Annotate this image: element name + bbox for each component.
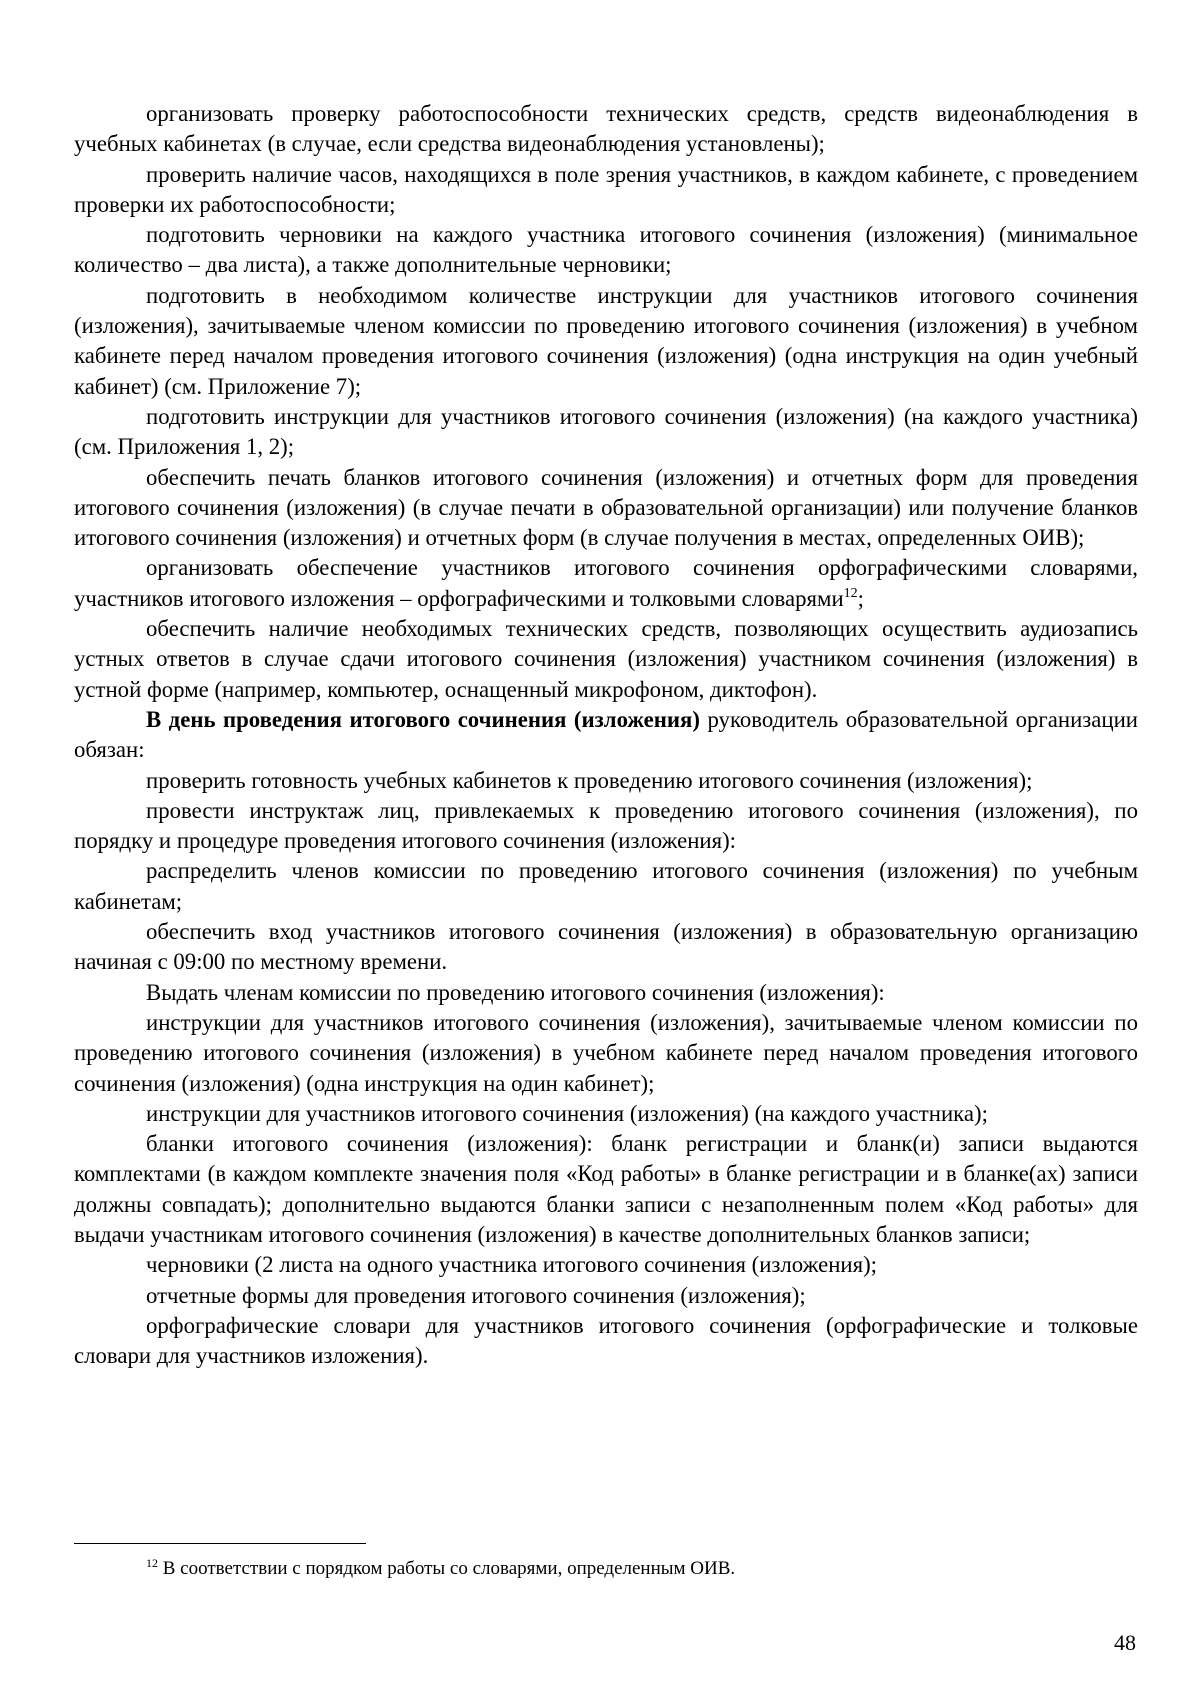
footnote-reference: 12 <box>843 585 858 601</box>
bold-lead-text: В день проведения итогового сочинения (изложения) <box>146 706 700 732</box>
paragraph-10: проверить готовность учебных кабинетов к проведению итогового сочинения (изложения); <box>146 767 1033 793</box>
paragraph-19: отчетные формы для проведения итогового сочинения (изложения); <box>146 1282 806 1308</box>
paragraph-7 <box>74 553 1138 614</box>
page-number: 48 <box>1114 1630 1136 1655</box>
document-body <box>74 99 1138 1371</box>
paragraph-17: бланки итогового сочинения (изложения): бланк регистрации и бланк(и) записи выдаются комплектами (в каждом комплекте значения поля «Код работы» в бланке регистрации и в бланке(ах) записи должны совпадать); дополнительно выдаются бланки записи с незаполненным полем «Код работы» для выдачи участникам итогового сочинения (изложения) в качестве дополнительных бланков записи; <box>74 1131 1138 1247</box>
paragraph-7-text: организовать обеспечение участников итогового сочинения орфографическими словарями, участников итогового изложения – орфографическими и толковыми словарями <box>74 555 1138 611</box>
paragraph-14: Выдать членам комиссии по проведению итогового сочинения (изложения): <box>146 979 885 1005</box>
paragraph-5: подготовить инструкции для участников итогового сочинения (изложения) (на каждого участника) (см. Приложения 1, 2); <box>74 403 1138 460</box>
paragraph-16: инструкции для участников итогового сочинения (изложения) (на каждого участника); <box>146 1100 988 1126</box>
footnote-separator <box>74 1543 366 1544</box>
paragraph-15: инструкции для участников итогового сочинения (изложения), зачитываемые членом комиссии по проведению итогового сочинения (изложения) в учебном кабинете перед началом проведения итогового сочинения (изложения) (одна инструкция на один кабинет); <box>74 1009 1138 1096</box>
footnote <box>146 1557 735 1581</box>
paragraph-8: обеспечить наличие необходимых технических средств, позволяющих осуществить аудиозапись устных ответов в случае сдачи итогового сочинения (изложения) участником сочинения (изложения) в устной форме (например, компьютер, оснащенный микрофоном, диктофон). <box>74 616 1138 702</box>
lead-continuation-text: образовательной организации обязан: <box>74 706 1139 763</box>
paragraph-2: проверить наличие часов, находящихся в поле зрения участников, в каждом кабинете, с проведением проверки их работоспособности; <box>74 161 1138 217</box>
section-lead-paragraph <box>74 705 1138 766</box>
footnote-marker: 12 <box>146 1556 158 1570</box>
paragraph-3: подготовить черновики на каждого участника итогового сочинения (изложения) (минимальное количество – два листа), а также дополнительные черновики; <box>74 222 1138 278</box>
paragraph-18: черновики (2 листа на одного участника итогового сочинения (изложения); <box>146 1252 878 1278</box>
paragraph-7-end: ; <box>857 585 864 611</box>
paragraph-6: обеспечить печать бланков итогового сочинения (изложения) и отчетных форм для проведения итогового сочинения (изложения) (в случае печати в образовательной организации) или получение бланков итогового сочинения (изложения) и отчетных форм (в случае получения в местах, определенных ОИВ); <box>74 464 1138 551</box>
lead-tail-text: руководитель <box>699 706 839 732</box>
paragraph-13: обеспечить вход участников итогового сочинения (изложения) в образовательную организацию начиная с 09:00 по местному времени. <box>74 919 1138 975</box>
paragraph-4: подготовить в необходимом количестве инструкции для участников итогового сочинения (изложения), зачитываемые членом комиссии по проведению итогового сочинения (изложения) в учебном кабинете перед началом проведения итогового сочинения (изложения) (одна инструкция на один учебный кабинет) (см. Приложение 7); <box>74 282 1138 399</box>
paragraph-1: организовать проверку работоспособности технических средств, средств видеонаблюдения в учебных кабинетах (в случае, если средства видеонаблюдения установлены); <box>74 101 1138 157</box>
paragraph-20: орфографические словари для участников итогового сочинения (орфографические и толковые словари для участников изложения). <box>74 1312 1138 1369</box>
paragraph-11: провести инструктаж лиц, привлекаемых к проведению итогового сочинения (изложения), по порядку и процедуре проведения итогового сочинения (изложения): <box>74 797 1138 854</box>
footnote-text: В соответствии с порядком работы со словарями, определенным ОИВ. <box>158 1558 736 1579</box>
paragraph-12: распределить членов комиссии по проведению итогового сочинения (изложения) по учебным кабинетам; <box>74 858 1138 914</box>
